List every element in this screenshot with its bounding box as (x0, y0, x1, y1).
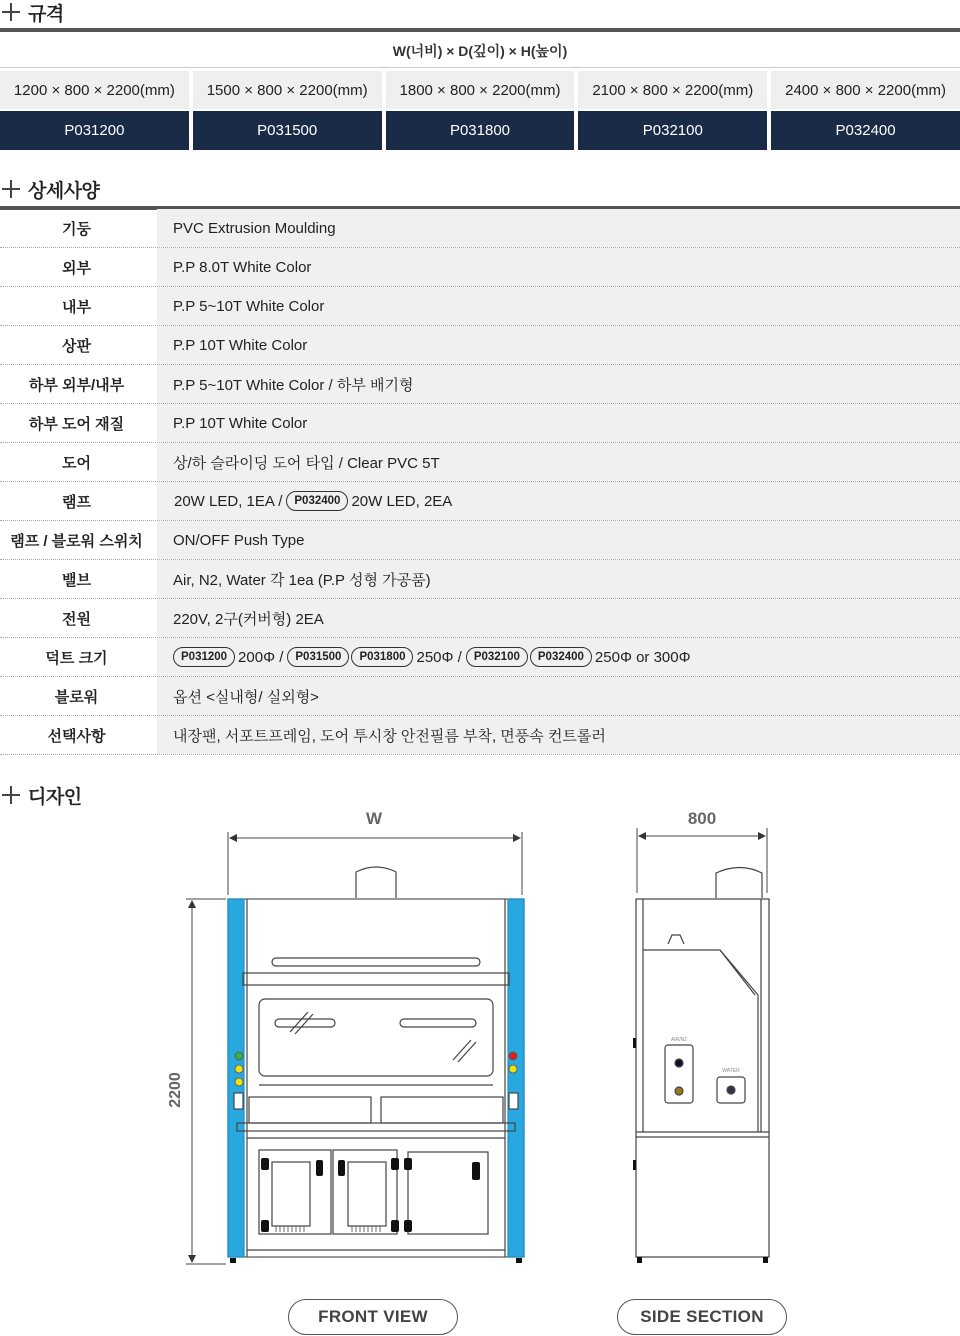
model-code-pill: P031500 (287, 647, 349, 667)
detail-label: 도어 (62, 454, 91, 472)
side-depth-label: 800 (687, 809, 717, 828)
side-section-label: SIDE SECTION (617, 1299, 787, 1335)
detail-label: 밸브 (62, 571, 91, 589)
detail-table (0, 209, 960, 755)
detail-row (0, 716, 960, 755)
detail-value (157, 638, 960, 676)
detail-value (157, 482, 960, 520)
detail-value: P.P 8.0T White Color (157, 248, 960, 286)
detail-label: 상판 (62, 337, 91, 355)
detail-row (0, 560, 960, 599)
dimension-cell: 2100 × 800 × 2200(mm) (578, 71, 767, 109)
model-code-pill: P031800 (351, 647, 413, 667)
dimension-cell: 1200 × 800 × 2200(mm) (0, 71, 189, 109)
detail-value: 상/하 슬라이딩 도어 타입 / Clear PVC 5T (157, 443, 960, 481)
spec-header: W(너비) × D(깊이) × H(높이) (0, 34, 960, 68)
front-height-label: 2200 (167, 1072, 184, 1108)
details-section-title: 상세사양 (28, 180, 100, 202)
detail-row (0, 599, 960, 638)
detail-value: P.P 5~10T White Color / 하부 배기형 (157, 365, 960, 403)
design-section-title: 디자인 (28, 786, 82, 808)
detail-label: 램프 / 블로워 스위치 (10, 532, 143, 550)
details-section-header (0, 177, 99, 201)
detail-row (0, 209, 960, 248)
detail-label: 전원 (62, 610, 91, 628)
detail-row (0, 638, 960, 677)
duct-size-text: 250Φ or 300Φ (594, 648, 691, 666)
detail-row (0, 248, 960, 287)
detail-row (0, 404, 960, 443)
detail-value: ON/OFF Push Type (157, 521, 960, 559)
lamp-indicator (509, 1052, 517, 1060)
detail-value: P.P 5~10T White Color (157, 287, 960, 325)
detail-label: 덕트 크기 (45, 649, 108, 667)
model-code-pill: P032100 (466, 647, 528, 667)
model-code-pill: P032400 (286, 491, 348, 511)
duct-size-text: 200Φ / (238, 648, 284, 666)
detail-label: 하부 외부/내부 (28, 376, 125, 394)
product-code-cell: P031800 (386, 111, 575, 150)
indicator-lamps (235, 1052, 517, 1086)
detail-label: 램프 (62, 493, 91, 511)
detail-row (0, 677, 960, 716)
side-section-drawing (633, 828, 769, 1263)
lamp-indicator (235, 1052, 243, 1060)
detail-value: PVC Extrusion Moulding (157, 209, 960, 247)
spec-section-header (0, 0, 64, 24)
dimension-cell: 2400 × 800 × 2200(mm) (771, 71, 960, 109)
detail-label: 선택사항 (47, 727, 106, 745)
front-view-label: FRONT VIEW (288, 1299, 458, 1335)
spec-section-title: 규격 (28, 3, 64, 25)
detail-label: 하부 도어 재질 (28, 415, 125, 433)
side-valve-label-air: AIR/N2 (670, 1037, 688, 1043)
detail-row (0, 482, 960, 521)
product-code-cell: P032400 (771, 111, 960, 150)
detail-value: 220V, 2구(커버형) 2EA (157, 599, 960, 637)
detail-value: Air, N2, Water 각 1ea (P.P 성형 가공품) (157, 560, 960, 598)
spec-divider (0, 28, 960, 32)
spec-table (0, 34, 960, 150)
design-drawing (0, 800, 960, 1290)
detail-row (0, 365, 960, 404)
side-valve-label-water: WATER (722, 1068, 740, 1074)
model-code-pill: P031200 (173, 647, 235, 667)
detail-label: 기둥 (62, 220, 91, 238)
detail-row (0, 443, 960, 482)
lamp-text-pre: 20W LED, 1EA / (174, 492, 283, 510)
detail-row (0, 326, 960, 365)
detail-value: 옵션 <실내형/ 실외형> (157, 677, 960, 715)
spec-code-row (0, 111, 960, 150)
spec-dimension-row (0, 71, 960, 109)
lamp-indicator (235, 1078, 243, 1086)
detail-label: 블로워 (54, 688, 99, 706)
front-view-drawing (186, 832, 524, 1264)
detail-label: 외부 (62, 259, 91, 277)
detail-value: P.P 10T White Color (157, 404, 960, 442)
product-code-cell: P031200 (0, 111, 189, 150)
detail-row (0, 287, 960, 326)
product-code-cell: P031500 (193, 111, 382, 150)
lamp-indicator (235, 1065, 243, 1073)
plus-icon (2, 180, 20, 198)
plus-icon (2, 3, 20, 21)
model-code-pill: P032400 (530, 647, 592, 667)
detail-row (0, 521, 960, 560)
dimension-cell: 1500 × 800 × 2200(mm) (193, 71, 382, 109)
lamp-text-post: 20W LED, 2EA (351, 492, 453, 510)
lamp-indicator (509, 1065, 517, 1073)
product-code-cell: P032100 (578, 111, 767, 150)
duct-size-text: 250Φ / (416, 648, 462, 666)
detail-label: 내부 (62, 298, 91, 316)
dimension-cell: 1800 × 800 × 2200(mm) (386, 71, 575, 109)
detail-value: P.P 10T White Color (157, 326, 960, 364)
detail-value: 내장팬, 서포트프레임, 도어 투시창 안전필름 부착, 면풍속 컨트롤러 (157, 716, 960, 754)
front-width-label: W (365, 809, 383, 828)
